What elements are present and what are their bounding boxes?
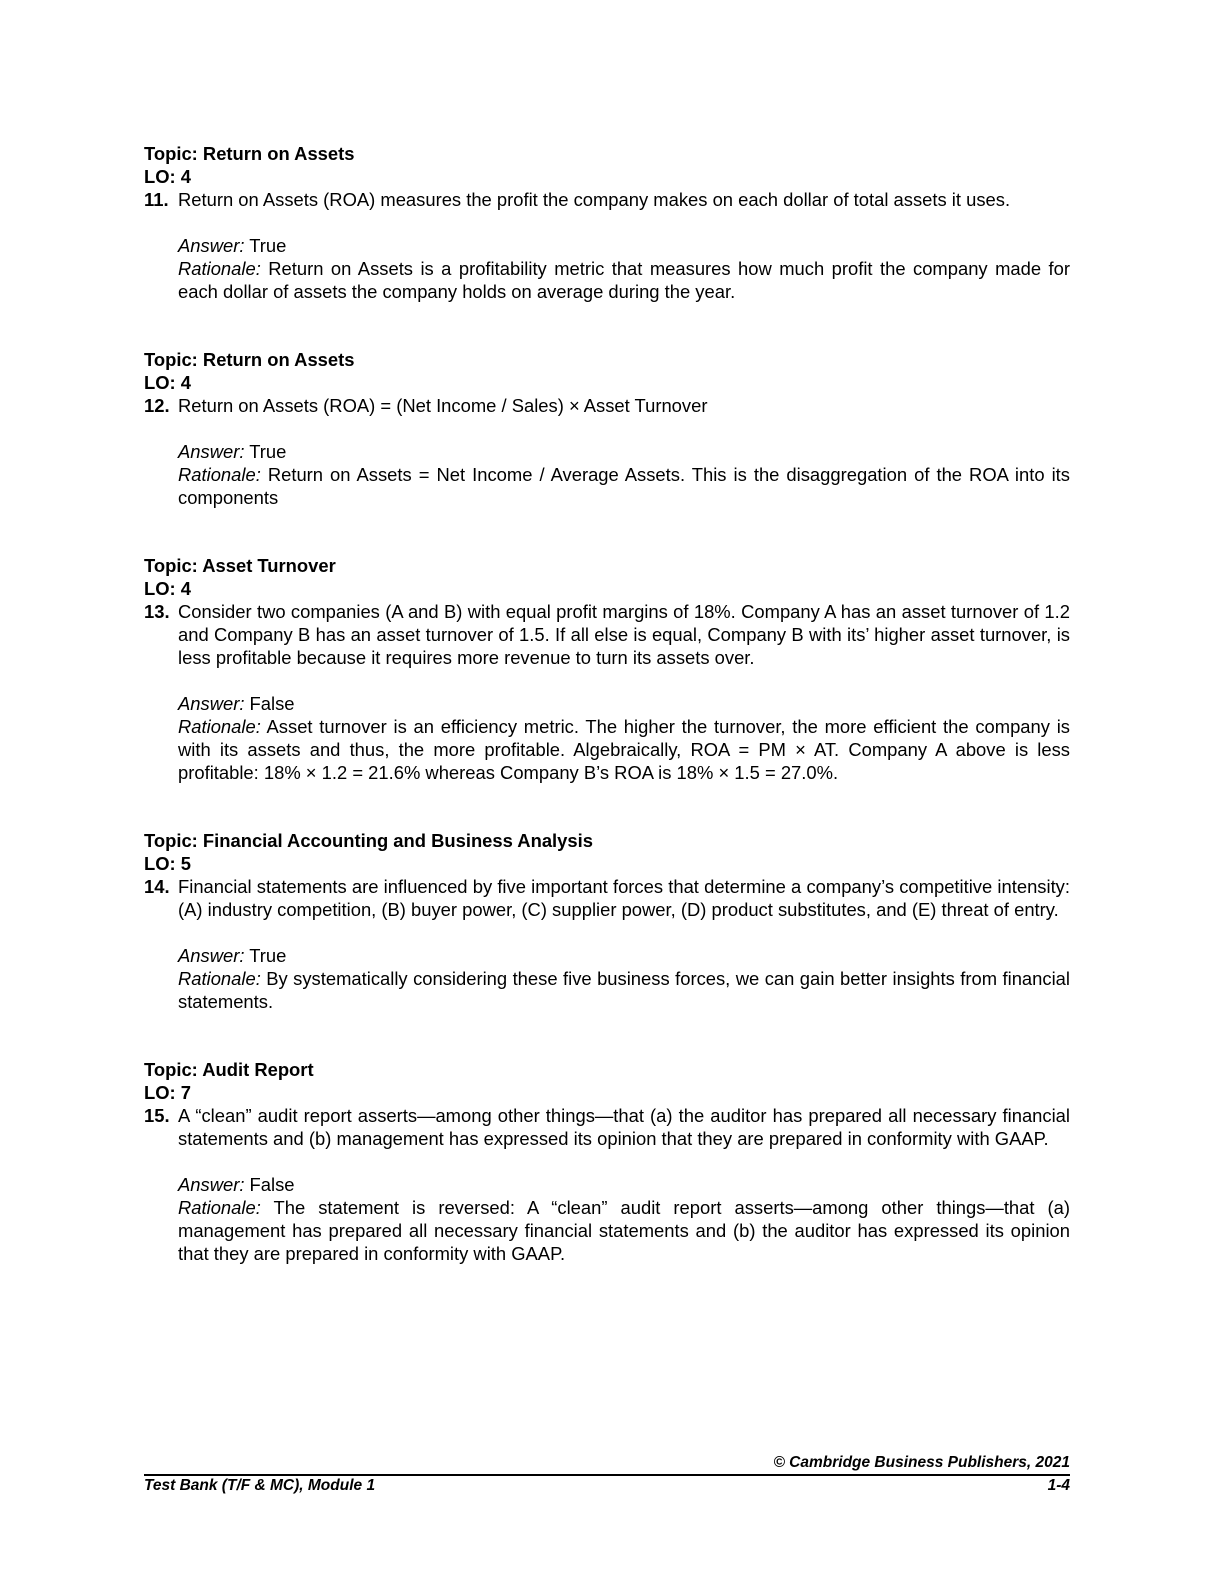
spacer	[144, 1013, 1070, 1058]
rationale-text: The statement is reversed: A “clean” audit report asserts—among other things—that (a) management has prepared all necessary financial statements and (b) the auditor has expressed its opinion that they are prepared in conformity with GAAP.	[178, 1197, 1070, 1264]
question-row	[144, 394, 1070, 417]
learning-objective: LO: 4	[144, 166, 192, 187]
footer-bottom-row	[144, 1476, 1070, 1496]
answer-area	[178, 440, 1070, 509]
spacer	[144, 784, 1070, 829]
question-number: 12.	[144, 395, 170, 416]
answer-area	[178, 692, 1070, 784]
rationale-label: Rationale:	[178, 258, 261, 279]
question-text: Return on Assets (ROA) measures the profit the company makes on each dollar of total assets it uses.	[178, 189, 1011, 210]
footer-document-title: Test Bank (T/F & MC), Module 1	[144, 1477, 376, 1494]
question-row	[144, 188, 1070, 211]
rationale-line	[178, 967, 1070, 1013]
question-number: 11.	[144, 189, 169, 210]
question-text: A “clean” audit report asserts—among other things—that (a) the auditor has prepared all necessary financial statements and (b) management has expressed its opinion that they are prepared in conformity with GAAP.	[178, 1105, 1070, 1149]
question-number: 13.	[144, 601, 170, 622]
answer-line	[178, 234, 1070, 257]
answer-value: True	[244, 235, 287, 256]
rationale-label: Rationale:	[178, 716, 261, 737]
topic-heading: Topic: Return on Assets	[144, 143, 355, 164]
page-number: 1-4	[1047, 1477, 1070, 1494]
answer-value: False	[244, 1174, 295, 1195]
rationale-text: Asset turnover is an efficiency metric. The higher the turnover, the more efficient the company is with its assets and thus, the more profitable. Algebraically, ROA = PM × AT. Company A above is less profitable: 18% × 1.2 = 21.6% whereas Company B’s ROA is 18% × 1.5 = 27.0%.	[178, 716, 1070, 783]
answer-label: Answer:	[178, 235, 245, 256]
rationale-line	[178, 715, 1070, 784]
question-number: 15.	[144, 1105, 170, 1126]
answer-label: Answer:	[178, 945, 245, 966]
rationale-line	[178, 1196, 1070, 1265]
topic-heading: Topic: Return on Assets	[144, 349, 355, 370]
question-13	[144, 554, 1070, 784]
answer-line	[178, 1173, 1070, 1196]
answer-label: Answer:	[178, 1174, 245, 1195]
answer-label: Answer:	[178, 693, 245, 714]
rationale-label: Rationale:	[178, 968, 261, 989]
question-text: Consider two companies (A and B) with equal profit margins of 18%. Company A has an asset turnover of 1.2 and Company B has an asset turnover of 1.5. If all else is equal, Company B with its’ higher asset turnover, is less profitable because it requires more revenue to turn its assets over.	[178, 601, 1070, 668]
question-text: Financial statements are influenced by five important forces that determine a company’s competitive intensity: (A) industry competition, (B) buyer power, (C) supplier power, (D) product substitutes, and (E) threat of entry.	[178, 876, 1070, 920]
question-row	[144, 875, 1070, 921]
answer-area	[178, 944, 1070, 1013]
topic-heading: Topic: Financial Accounting and Business Analysis	[144, 830, 593, 851]
answer-label: Answer:	[178, 441, 245, 462]
answer-line	[178, 944, 1070, 967]
rationale-label: Rationale:	[178, 1197, 261, 1218]
rationale-label: Rationale:	[178, 464, 261, 485]
answer-value: True	[244, 945, 287, 966]
rationale-line	[178, 257, 1070, 303]
topic-heading: Topic: Asset Turnover	[144, 555, 336, 576]
rationale-text: Return on Assets = Net Income / Average Assets. This is the disaggregation of the ROA into its components	[178, 464, 1070, 508]
question-15	[144, 1058, 1070, 1265]
question-14	[144, 829, 1070, 1013]
topic-heading: Topic: Audit Report	[144, 1059, 314, 1080]
question-11	[144, 142, 1070, 303]
copyright-notice: © Cambridge Business Publishers, 2021	[773, 1454, 1070, 1471]
question-row	[144, 1104, 1070, 1150]
spacer	[144, 509, 1070, 554]
rationale-text: Return on Assets is a profitability metric that measures how much profit the company made for each dollar of assets the company holds on average during the year.	[178, 258, 1070, 302]
learning-objective: LO: 4	[144, 578, 192, 599]
question-row	[144, 600, 1070, 669]
question-text: Return on Assets (ROA) = (Net Income / Sales) × Asset Turnover	[178, 395, 708, 416]
rationale-text: By systematically considering these five business forces, we can gain better insights from financial statements.	[178, 968, 1070, 1012]
rationale-line	[178, 463, 1070, 509]
page-footer	[144, 1452, 1070, 1496]
spacer	[144, 303, 1070, 348]
answer-area	[178, 1173, 1070, 1265]
learning-objective: LO: 5	[144, 853, 192, 874]
page-content	[144, 142, 1070, 1265]
answer-line	[178, 440, 1070, 463]
answer-area	[178, 234, 1070, 303]
question-12	[144, 348, 1070, 509]
learning-objective: LO: 4	[144, 372, 192, 393]
answer-value: True	[244, 441, 287, 462]
answer-value: False	[244, 693, 295, 714]
learning-objective: LO: 7	[144, 1082, 192, 1103]
answer-line	[178, 692, 1070, 715]
question-number: 14.	[144, 876, 170, 897]
